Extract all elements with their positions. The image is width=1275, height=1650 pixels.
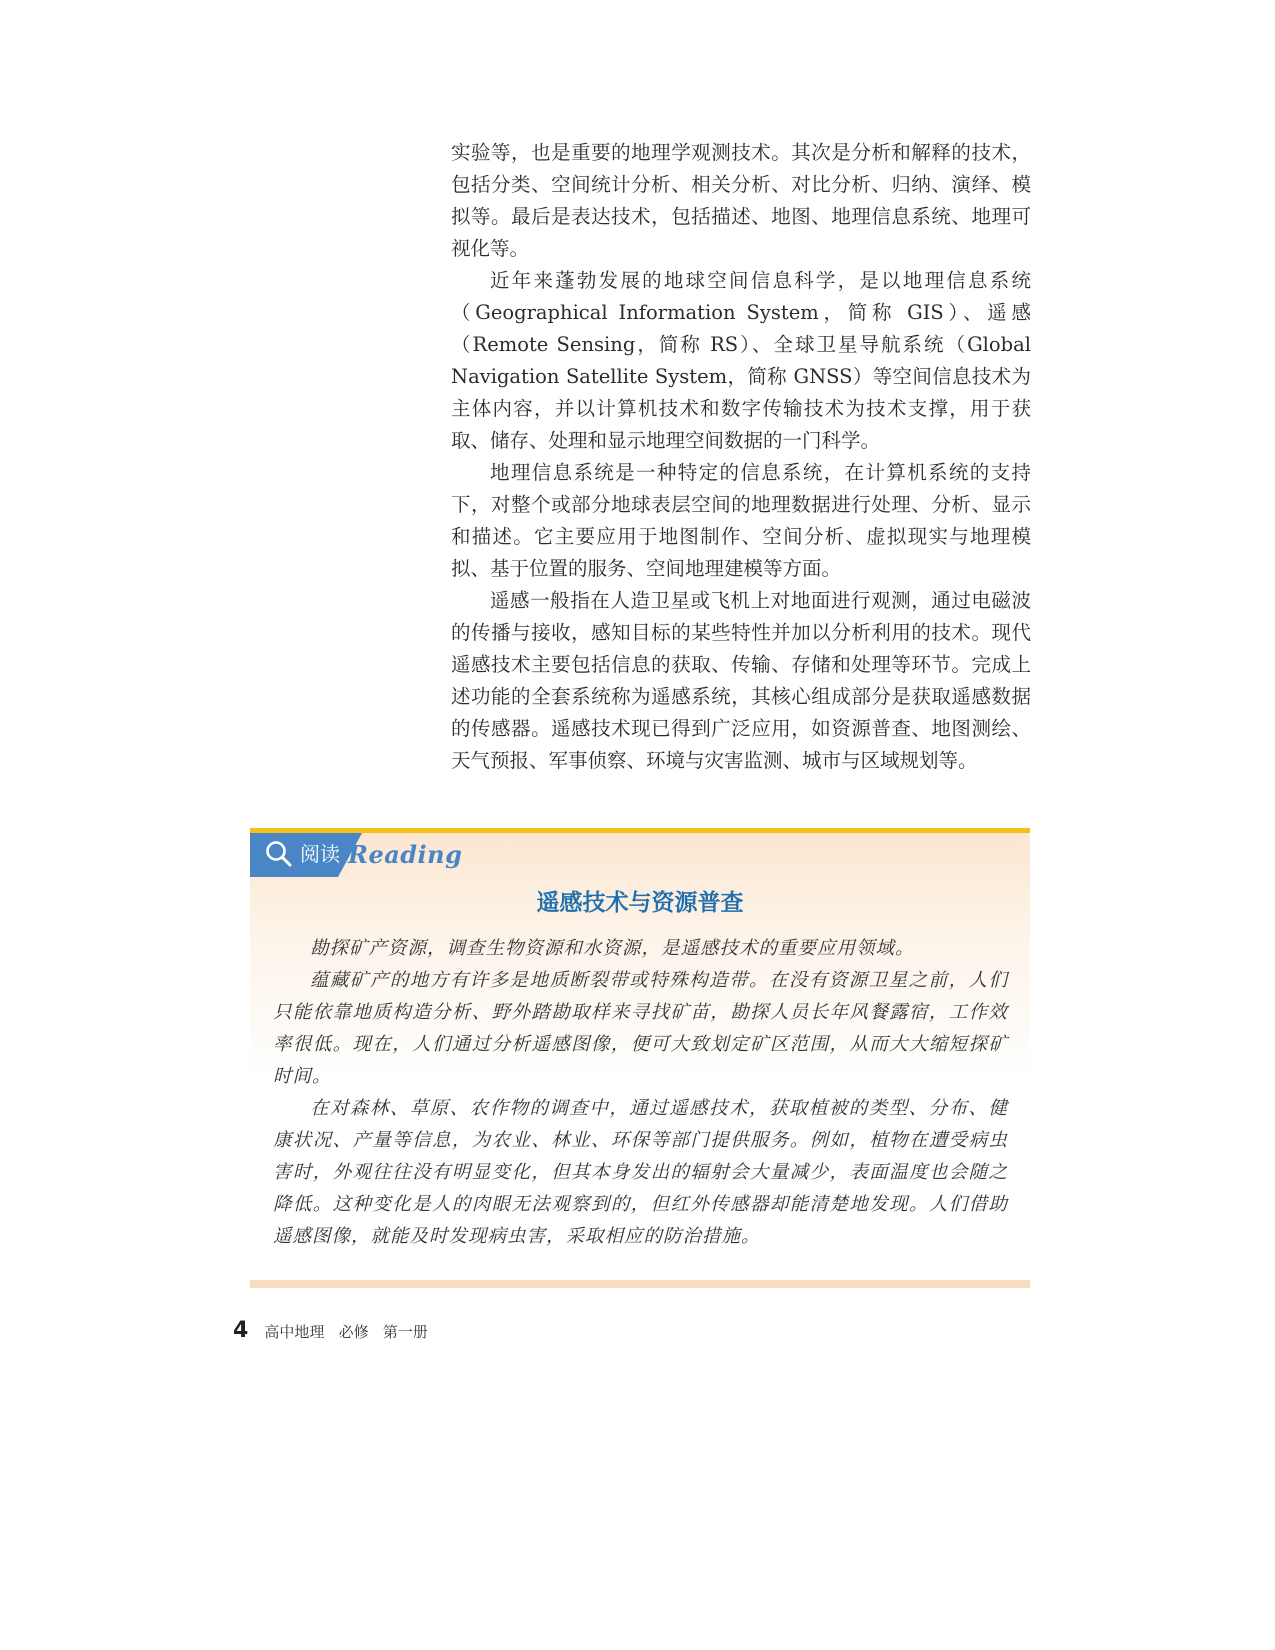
reading-label: 阅读 bbox=[300, 842, 340, 866]
reading-body bbox=[273, 933, 1008, 1253]
main-paragraph: 近年来蓬勃发展的地球空间信息科学，是以地理信息系统（Geographical Information System，简称 GIS）、遥感（Remote Sensing，简称 RS）、全球卫星导航系统（Global Navigation Satellite System，简称 GNSS）等空间信息技术为主体内容，并以计算机技术和数字传输技术为技术支撑，用于获取、储存、处理和显示地理空间数据的一门科学。 bbox=[451, 269, 1031, 452]
main-paragraph: 实验等，也是重要的地理学观测技术。其次是分析和解释的技术，包括分类、空间统计分析、相关分析、对比分析、归纳、演绎、模拟等。最后是表达技术，包括描述、地图、地理信息系统、地理可视化等。 bbox=[451, 141, 1031, 260]
reading-paragraph: 勘探矿产资源，调查生物资源和水资源，是遥感技术的重要应用领域。 bbox=[310, 938, 915, 959]
main-paragraph: 遥感一般指在人造卫星或飞机上对地面进行观测，通过电磁波的传播与接收，感知目标的某些特性并加以分析利用的技术。现代遥感技术主要包括信息的获取、传输、存储和处理等环节。完成上述功能的全套系统称为遥感系统，其核心组成部分是获取遥感数据的传感器。遥感技术现已得到广泛应用，如资源普查、地图测绘、天气预报、军事侦察、环境与灾害监测、城市与区域规划等。 bbox=[451, 589, 1031, 772]
reading-label-en: Reading bbox=[348, 840, 463, 869]
main-paragraph: 地理信息系统是一种特定的信息系统，在计算机系统的支持下，对整个或部分地球表层空间的地理数据进行处理、分析、显示和描述。它主要应用于地图制作、空间分析、虚拟现实与地理模拟、基于位置的服务、空间地理建模等方面。 bbox=[451, 461, 1031, 580]
reading-paragraph: 蕴藏矿产的地方有许多是地质断裂带或特殊构造带。在没有资源卫星之前，人们只能依靠地质构造分析、野外踏勘取样来寻找矿苗，勘探人员长年风餐露宿，工作效率很低。现在，人们通过分析遥感图像，便可大致划定矿区范围，从而大大缩短探矿时间。 bbox=[273, 970, 1008, 1087]
reading-box bbox=[250, 828, 1030, 1288]
page-footer bbox=[233, 1318, 428, 1348]
reading-title: 遥感技术与资源普查 bbox=[536, 890, 744, 916]
reading-tab bbox=[250, 833, 463, 877]
main-text bbox=[451, 137, 1031, 777]
reading-paragraph: 在对森林、草原、农作物的调查中，通过遥感技术，获取植被的类型、分布、健康状况、产量等信息，为农业、林业、环保等部门提供服务。例如，植物在遭受病虫害时，外观往往没有明显变化，但其本身发出的辐射会大量减少，表面温度也会随之降低。这种变化是人的肉眼无法观察到的，但红外传感器却能清楚地发现。人们借助遥感图像，就能及时发现病虫害，采取相应的防治措施。 bbox=[273, 1098, 1008, 1247]
page-number: 4 bbox=[233, 1318, 249, 1343]
magnifier-icon bbox=[264, 839, 294, 869]
reading-bottom-bar bbox=[250, 1280, 1030, 1288]
book-title: 高中地理 必修 第一册 bbox=[264, 1323, 428, 1341]
